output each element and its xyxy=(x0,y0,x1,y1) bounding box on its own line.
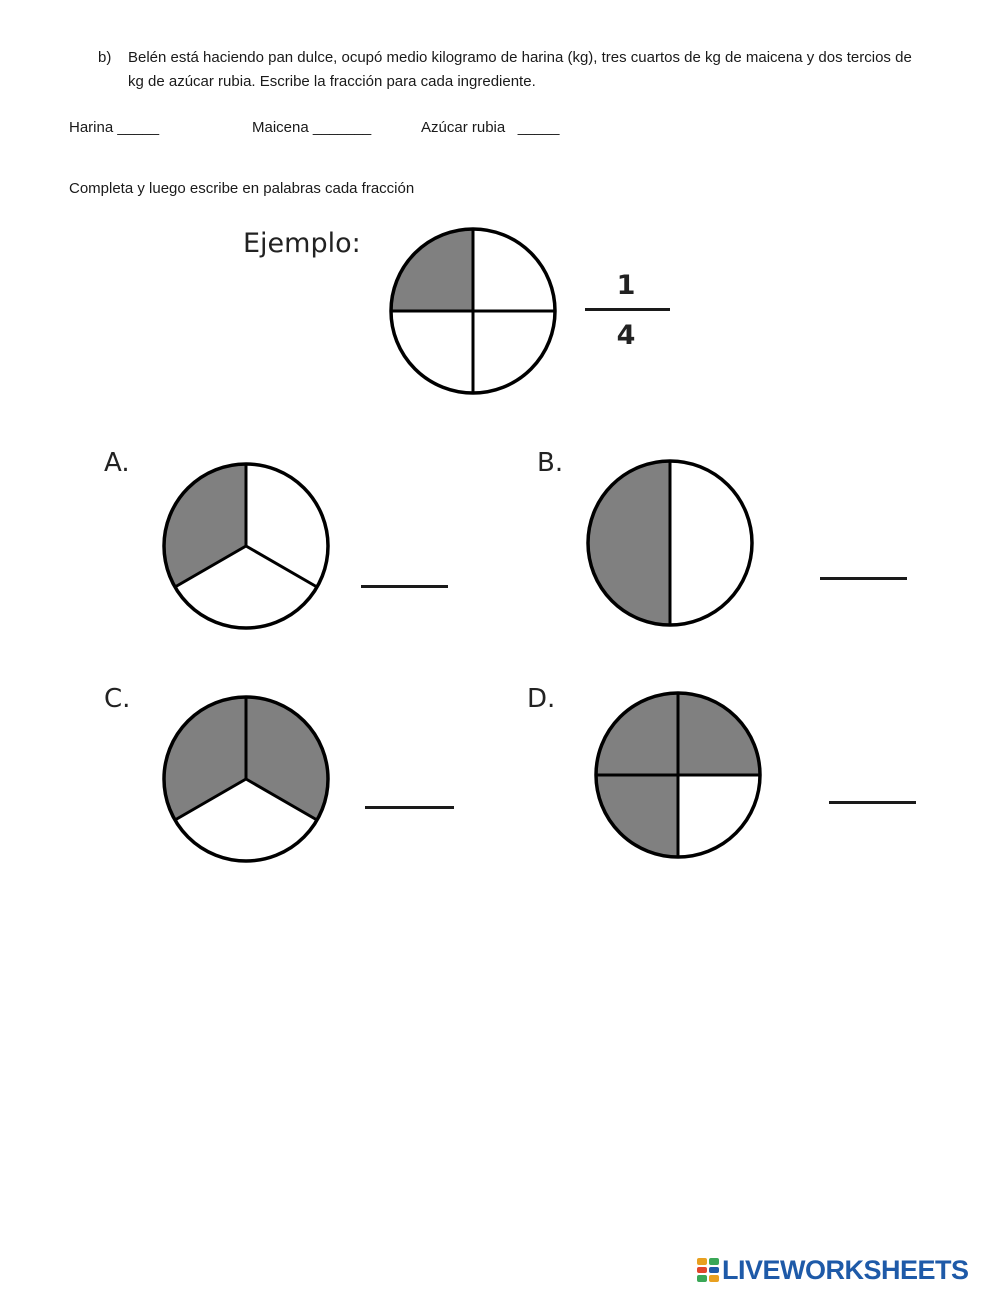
item-d-answer-line[interactable] xyxy=(829,801,916,804)
item-b-pie xyxy=(585,458,755,628)
item-c-letter: C. xyxy=(104,684,131,714)
instruction-text: Completa y luego escribe en palabras cada fracción xyxy=(69,180,415,197)
logo-text: LIVEWORKSHEETS xyxy=(722,1254,969,1285)
item-b-pie-sector-1 xyxy=(670,461,752,625)
item-a-pie xyxy=(161,461,331,631)
logo-mark-icon xyxy=(697,1258,719,1282)
item-b-pie-sector-2 xyxy=(588,461,670,625)
question-text: Belén está haciendo pan dulce, ocupó medio kilogramo de harina (kg), tres cuartos de kg de maicena y dos tercios de kg de azúcar rubia. Escribe la fracción para cada ingrediente. xyxy=(128,49,912,90)
example-label: Ejemplo: xyxy=(243,228,361,259)
fraction-bar xyxy=(585,308,670,311)
item-b-letter: B. xyxy=(537,448,564,478)
harina-blank[interactable]: Harina _____ xyxy=(69,119,160,136)
example-numerator: 1 xyxy=(616,270,636,301)
maicena-blank[interactable]: Maicena _______ xyxy=(252,119,372,136)
item-b-answer-line[interactable] xyxy=(820,577,907,580)
item-d-pie xyxy=(593,690,763,860)
example-pie xyxy=(388,226,558,396)
example-denominator: 4 xyxy=(616,320,636,351)
azucar-blank[interactable]: Azúcar rubia _____ xyxy=(421,119,560,136)
item-c-answer-line[interactable] xyxy=(365,806,454,809)
item-d-letter: D. xyxy=(527,684,556,714)
question-letter: b) xyxy=(98,49,112,66)
item-c-pie xyxy=(161,694,331,864)
item-a-answer-line[interactable] xyxy=(361,585,448,588)
item-a-letter: A. xyxy=(104,448,130,478)
liveworksheets-logo xyxy=(697,1255,969,1285)
